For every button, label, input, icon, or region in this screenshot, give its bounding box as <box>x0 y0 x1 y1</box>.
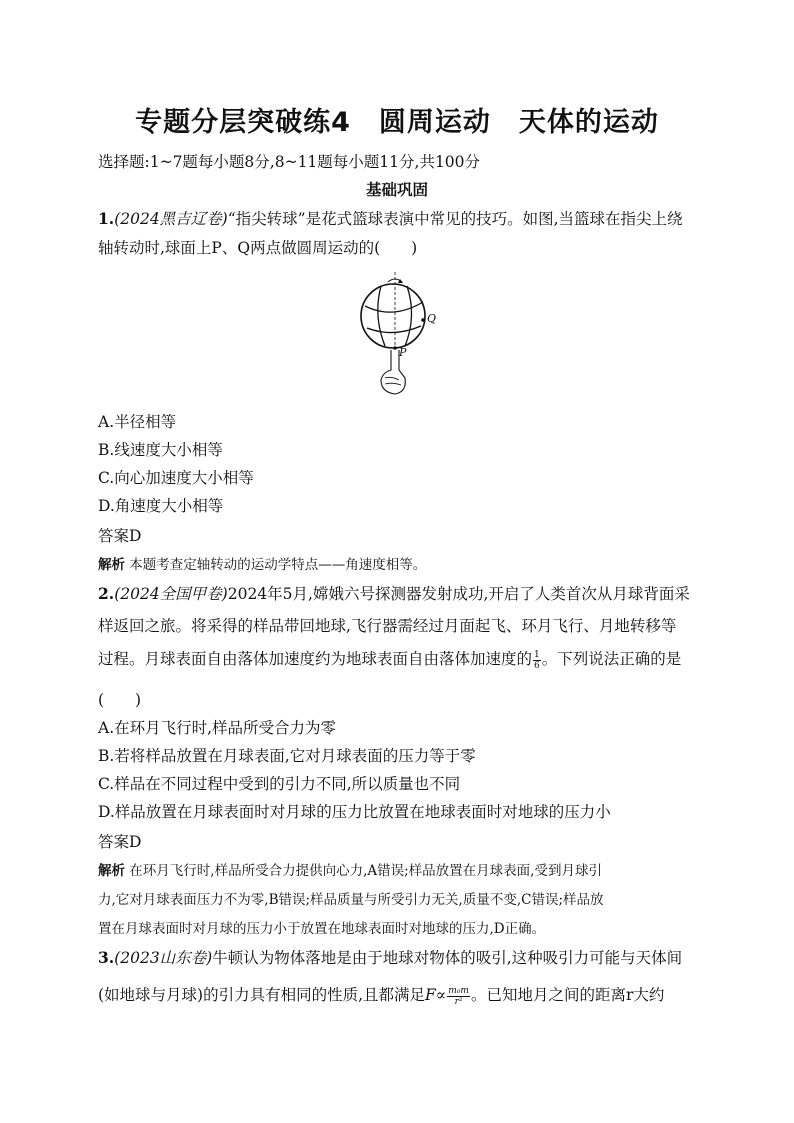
q2-number: 2. <box>98 584 115 603</box>
q1-text-1: “指尖转球”是花式篮球表演中常见的技巧。如图,当篮球在指尖上绕 <box>227 210 683 228</box>
point-p-label: P <box>399 346 407 359</box>
q3-number: 3. <box>98 948 115 967</box>
fraction-denominator: 6 <box>534 660 540 671</box>
q2-line3 <box>98 647 698 671</box>
q3-source: (2023山东卷) <box>114 949 213 967</box>
q2-source: (2024全国甲卷) <box>114 585 228 603</box>
q2-analysis-label: 解析 <box>98 863 125 879</box>
q1-line2: 轴转动时,球面上P、Q两点做圆周运动的( ) <box>98 239 418 257</box>
q2-answer: 答案D <box>98 833 142 851</box>
formula-numerator: m₀m <box>448 985 469 996</box>
q1-answer: 答案D <box>98 527 142 545</box>
spinning-basketball-figure <box>355 268 445 396</box>
point-q-label: Q <box>427 312 437 325</box>
q2-option-d: D.样品放置在月球表面时对月球的压力比放置在地球表面时对地球的压力小 <box>98 803 611 821</box>
q3-text-2b: 。已知地月之间的距离r大约 <box>470 986 665 1004</box>
q1-option-b: B.线速度大小相等 <box>98 441 223 459</box>
q1-line1 <box>98 207 698 229</box>
q1-analysis <box>98 553 698 573</box>
q3-text-1: 牛顿认为物体落地是由于地球对物体的吸引,这种吸引力可能与天体间 <box>212 949 683 967</box>
basketball-on-finger-icon <box>355 268 445 396</box>
section-heading: 基础巩固 <box>365 180 428 199</box>
q2-analysis-line1 <box>98 859 698 879</box>
q2-analysis-text-1: 在环月飞行时,样品所受合力提供向心力,A错误;样品放置在月球表面,受到月球引 <box>129 863 602 879</box>
fraction-numerator: 1 <box>534 649 540 660</box>
q1-option-d: D.角速度大小相等 <box>98 497 224 515</box>
q2-option-a: A.在环月飞行时,样品所受合力为零 <box>98 719 337 737</box>
q1-analysis-text: 本题考查定轴转动的运动学特点——角速度相等。 <box>129 557 427 573</box>
gravity-formula-fraction <box>447 986 470 1007</box>
q2-text-3b: 。下列说法正确的是 <box>541 650 682 668</box>
formula-denominator: r² <box>454 996 463 1007</box>
page-title: 专题分层突破练4 圆周运动 天体的运动 <box>135 107 659 138</box>
q2-text-3a: 过程。月球表面自由落体加速度约为地球表面自由落体加速度的 <box>98 650 533 668</box>
q1-option-c: C.向心加速度大小相等 <box>98 469 254 487</box>
q1-source: (2024黑吉辽卷) <box>114 210 228 228</box>
q2-option-c: C.样品在不同过程中受到的引力不同,所以质量也不同 <box>98 775 461 793</box>
q2-line2: 样返回之旅。将采得的样品带回地球,飞行器需经过月面起飞、环月飞行、月地转移等 <box>98 617 677 635</box>
score-info: 选择题:1~7题每小题8分,8~11题每小题11分,共100分 <box>98 153 481 171</box>
q2-option-b: B.若将样品放置在月球表面,它对月球表面的压力等于零 <box>98 747 476 765</box>
q3-line1 <box>98 946 698 968</box>
q2-line1 <box>98 582 698 604</box>
q1-option-a: A.半径相等 <box>98 413 177 431</box>
q2-analysis-line2: 力,它对月球表面压力不为零,B错误;样品质量与所受引力无关,质量不变,C错误;样品放 <box>98 892 604 908</box>
q2-line4: ( ) <box>98 691 142 709</box>
q1-number: 1. <box>98 209 115 228</box>
q1-analysis-label: 解析 <box>98 557 125 573</box>
q2-text-1: 2024年5月,嫦娥六号探测器发射成功,开启了人类首次从月球背面采 <box>227 585 690 603</box>
q3-text-2a: (如地球与月球)的引力具有相同的性质,且都满足 <box>98 986 426 1004</box>
q2-analysis-line3: 置在月球表面时对月球的压力小于放置在地球表面时对地球的压力,D正确。 <box>98 921 546 937</box>
q3-line2 <box>98 983 698 1007</box>
formula-left: F∝ <box>425 986 447 1004</box>
one-sixth-fraction <box>533 650 541 671</box>
